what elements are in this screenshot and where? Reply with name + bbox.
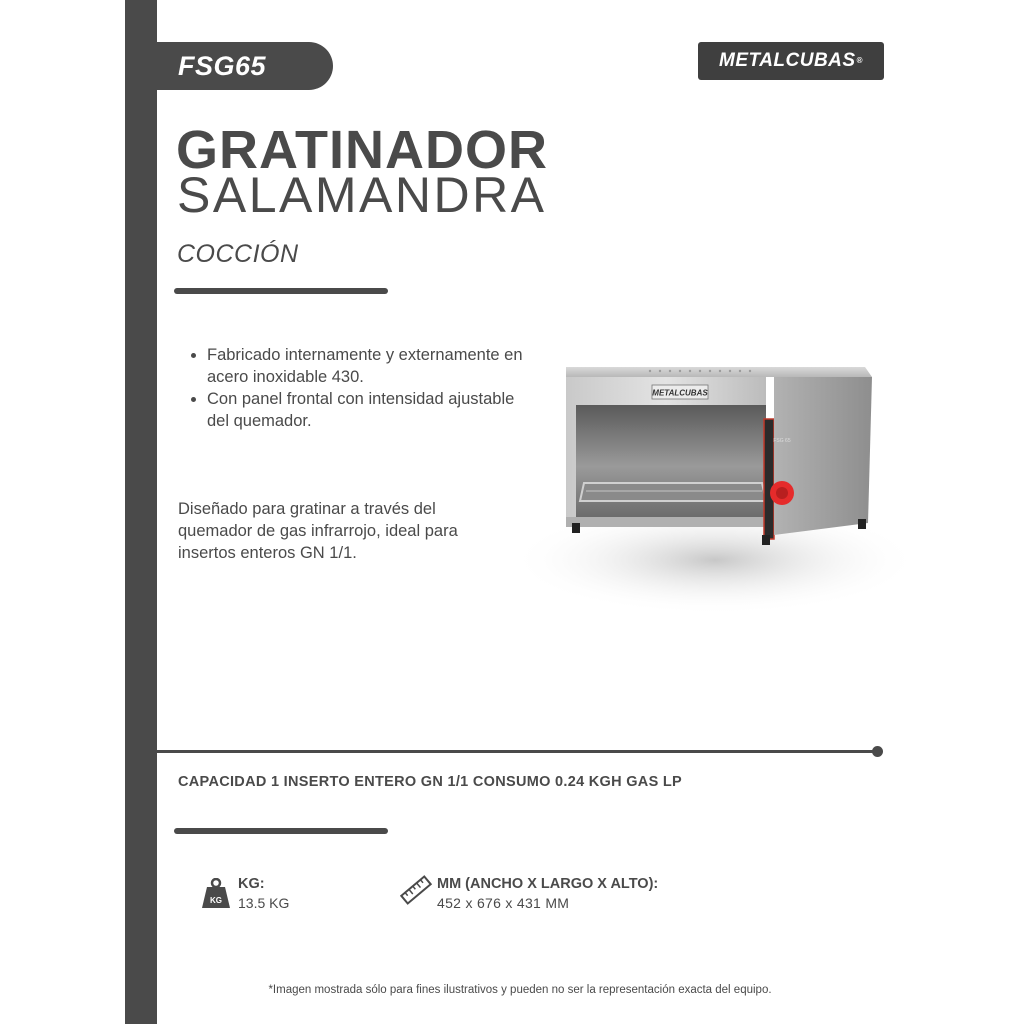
product-image-brand-label: METALCUBAS — [652, 388, 708, 398]
dimensions-value: 452 x 676 x 431 MM — [437, 895, 570, 911]
brand-registered-mark: ® — [856, 56, 863, 65]
section-divider-bottom — [174, 828, 388, 834]
section-divider-long — [157, 750, 877, 753]
disclaimer-text: *Imagen mostrada sólo para fines ilustrativos y pueden no ser la representación exacta del equipo. — [268, 984, 772, 996]
weight-icon — [202, 878, 230, 908]
product-image-panel-label: FSG 65 — [773, 438, 791, 444]
model-label: FSG65 — [178, 51, 267, 81]
specs-line: CAPACIDAD 1 INSERTO ENTERO GN 1/1 CONSUMO 0.24 KGH GAS LP — [178, 774, 683, 790]
feature-item: • Fabricado internamente y externamente en acero inoxidable 430. — [207, 344, 537, 388]
section-divider-dot — [872, 746, 883, 757]
ruler-icon — [400, 874, 432, 906]
brand-name: METALCUBAS — [719, 50, 856, 71]
weight-label: KG: — [238, 876, 265, 892]
weight-value: 13.5 KG — [238, 895, 290, 911]
weight-icon-text: KG — [210, 896, 222, 905]
left-sidebar-bar — [125, 0, 157, 1024]
title-line-1: GRATINADOR — [176, 120, 548, 180]
title-line-2: SALAMANDRA — [177, 167, 547, 223]
brand-logo — [698, 42, 884, 80]
section-divider-top — [174, 288, 388, 294]
dimensions-label: MM (ANCHO X LARGO X ALTO): — [437, 876, 659, 892]
feature-item: • Con panel frontal con intensidad ajustable del quemador. — [207, 388, 537, 432]
feature-list — [190, 344, 537, 432]
product-image — [500, 335, 920, 615]
category-label: COCCIÓN — [177, 240, 299, 268]
product-description: Diseñado para gratinar a través del quemador de gas infrarrojo, ideal para insertos enteros GN 1/1. — [178, 500, 458, 562]
model-tab — [157, 42, 333, 90]
